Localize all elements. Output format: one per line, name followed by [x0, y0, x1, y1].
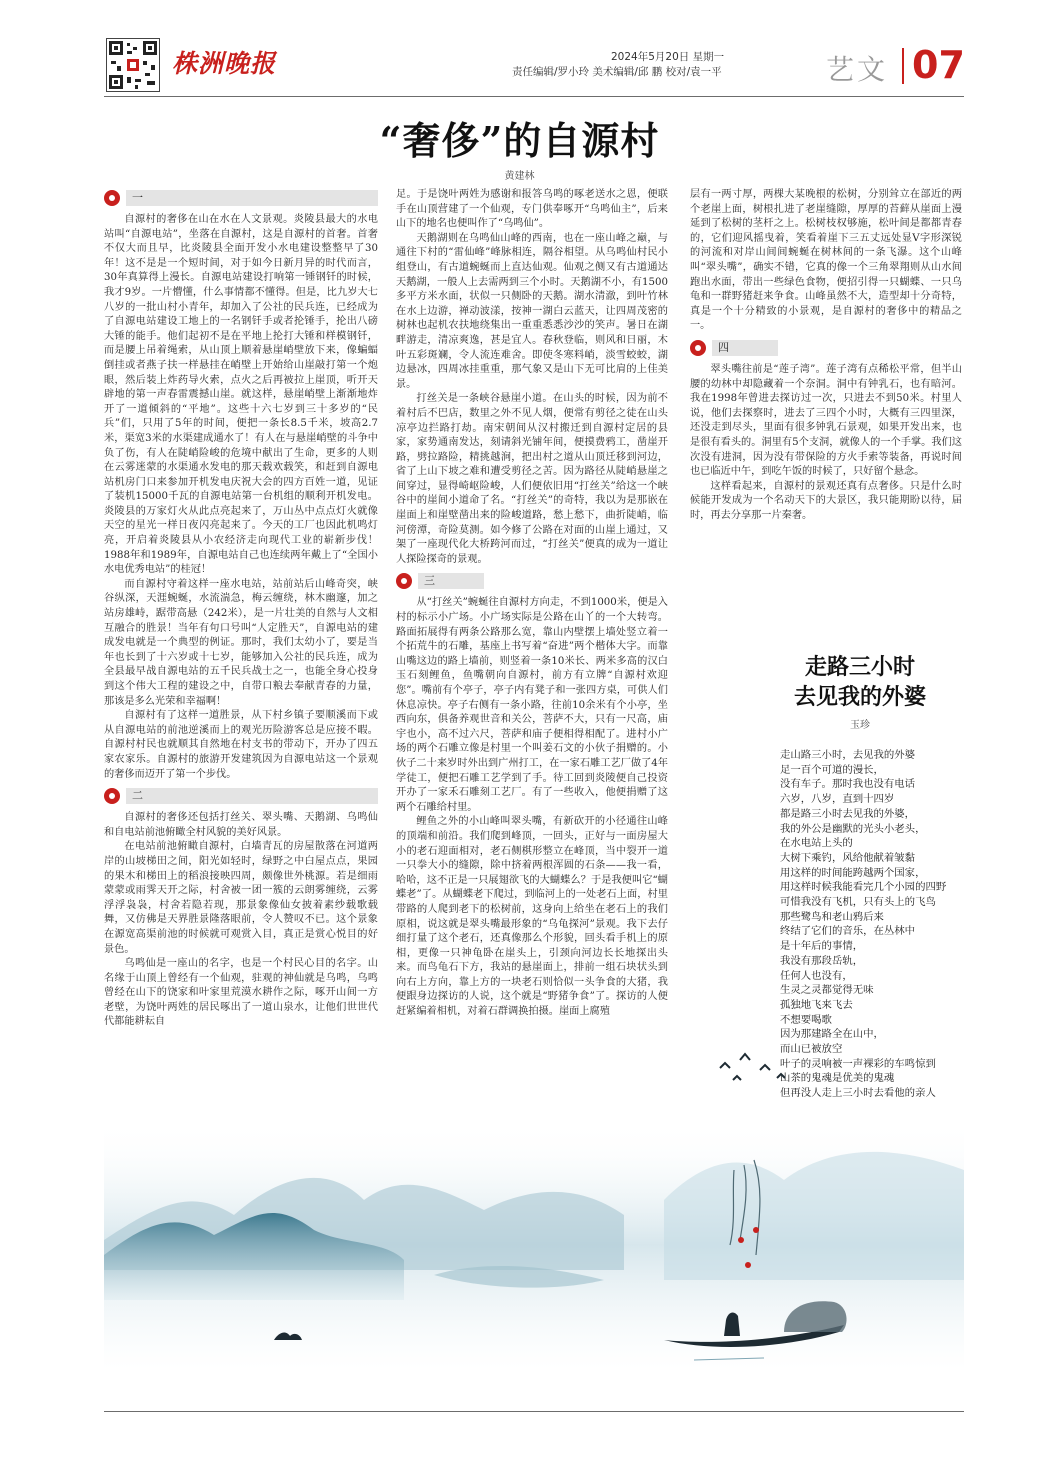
paragraph: 这样看起来，自源村的景观还真有点奢侈。只是什么时候能开发成为一个名动天下的大景区，我只能期盼以待，届时，再去分享那一片秦奢。	[690, 480, 962, 521]
poem-line: 我没有那段岳轨，	[780, 954, 864, 967]
section-header-2: 二	[104, 787, 378, 805]
newspaper-logo: 株洲晚报	[172, 49, 277, 78]
poem-line: 因为那建路全在山中，	[780, 1028, 884, 1041]
masthead-divider	[902, 48, 904, 84]
poem-line: 在水电站上头的	[780, 837, 853, 850]
section-header-1: 一	[104, 189, 378, 207]
qr-code-icon	[107, 39, 159, 91]
poem-line: 山茶的鬼魂是优美的鬼魂	[780, 1072, 895, 1085]
paragraph: 自源村的奢侈还包括打丝关、翠头嘴、天鹅湖、乌鸣仙和自电站前池俯瞰全村风貌的美好风景。	[104, 812, 378, 838]
paragraph: 从“打丝关”蜿蜒往自源村方向走，不到1000米，便是入村的标示小广场。小广场实际是公路在山丫的一个大转弯。路面拓展得有两条公路那么宽，靠山内壁摆上墙处竖立着一个拓荒牛的石雕，基座上书写着“奋进”两个楷体大字。而靠山嘴这边的路上墙前，则竖着一条10米长、两米多高的汉白玉石刻鲤鱼，鱼嘴朝向自源村，前方有立牌“自源村欢迎您”。嘴前有个亭子，亭子内有凳子和一张四方桌，可供人们休息凉快。亭子右侧有一条小路，往前10余米有个小亭，坐西向东，俱备养观世音和关公，菩萨不大，只有一尺高，庙宇也小，高不过六尺，菩萨和庙子便相得相配了。进村小广场的两个石雕立像是村里一个叫姜石文的小伙子捐赠的。小伙子二十来岁时外出到广州打工，在一家石雕工艺厂做了4年学徒工，便把石雕工艺学到了手。待工回到炎陵便自己投资开办了一家禾石雕刻工艺厂。有了一些收入，他便捐赠了这两个石雕给村里。	[396, 597, 668, 813]
poem-line: 但再没人走上三小时去看他的亲人	[780, 1087, 936, 1100]
poem-line: 我的外公是幽默的光头小老头，	[780, 822, 926, 835]
poem-author: 玉珍	[850, 720, 870, 731]
poem-line: 都是路三小时去见我的外婆，	[780, 807, 916, 820]
paragraph: 打丝关是一条峡谷悬崖小道。在山头的时候，因为前不着村后不巴店，数里之外不见人烟，便常有剪径之徒在山头凉亭边拦路打劫。南宋朝间从汉村搬迁到自源村定居的县家，家势通南发达，刻请斜光铺年间，便摸费鸦工，凿崖开路，劈拉路险，精挑越涧，把出村之道从山顶迁移到河边，省了上山下坡之难和遭受剪径之苦。因为路径从陡峭悬崖之间穿过，显得崎岖险峻，人们便依旧用“打丝关”给这一个峡谷中的崖间小道命了名。“打丝关”的奇特，我以为是那嵌在崖面上和崖壁凿出来的险峻道路，愁上愁下，曲折陡峭，临河傍潭，奇险莫测。如今修了公路在对面的山崖上通过，又架了一座现代化大桥跨河而过，“打丝关”便真的成为一道让人探险探奇的景观。	[396, 393, 668, 565]
section-header-4: 四	[690, 339, 962, 357]
section-marker-icon	[396, 573, 412, 589]
poem-line: 走山路三小时，去见我的外婆	[780, 749, 916, 761]
section-marker-icon	[104, 788, 120, 804]
poem-line: 足一百个可道的漫长，	[780, 763, 884, 776]
paragraph: 自源村有了这样一道胜景，从下村乡镇子要顺溪而下或从自源电站的前池逆溪而上的观光历险游客总是应接不暇。自源村村民也就顺其自然地在村支书的带动下，开办了四五家农家乐。自源村的旅游开发建筑因为自源电站这一个景观的奢侈而迈开了第一个步伐。	[104, 710, 378, 780]
flying-birds-icon	[715, 1048, 795, 1088]
article-column-1	[104, 184, 378, 1044]
paragraph: 翠头嘴往前是“莲子湾”。莲子湾有点稀松平常，但半山腰的幼林中却隐藏着一个奈洞。洞中有钟乳石，也有暗河。我在1998年曾进去探访过一次，只进去不到50米。村里人说，他们去探察时，进去了三四个小时，大概有三四里深，还没走到尽头，里面有很多钟乳石景观，如果开发出来，也是很有看头的。洞里有5个支洞，就像人的一个手掌。我们这次没有进洞，因为没有带保险的方火手索等装备，再说时间也已临近中午，到吃午饭的时候了，只好留个悬念。	[690, 363, 962, 478]
poem-line: 六岁，八岁，直到十四岁	[780, 793, 895, 806]
right-mountains	[664, 1152, 964, 1280]
paragraph: 天鹅湖则在乌鸣仙山峰的西南，也在一座山峰之巅，与通往下村的“雷仙峰”峰脉相连，隔谷相望。从乌鸣仙村民小组登山，有古道蜿蜒而上直达仙观。仙观之侧又有古道通达天鹅湖，一般人上去需两到三个小时。天鹅湖不小，有1500多平方米水面，状似一只侧卧的天鹅。湖水清澈，到叶竹林在水上边游，禅动波漾，按神一湖白云蓝天，让四周茂密的树林也起机农扶地绕集出一重重悉悉沙沙的笑声。暑日在湖畔游走，清凉爽逸，甚是宜人。春秋登临，则风和日丽，木叶五彩斑斓，令人流连难舍。即使冬寒料峭，淡雪蛟蛟，湖边悬冰，四周冰挂重重，那气象又是山下无可比肩的上佳美景。	[396, 232, 668, 390]
paragraph: 在电站前池俯瞰自源村，白墙青瓦的房屋散落在河道两岸的山坡梯田之间，阳光如轻时，绿野之中白屋点点，果园的果木和梯田上的稻浪接映四周，颇像世外桃源。若是细雨蒙蒙或雨霁天开之际，村舍被一团一簇的云朗雾缠绕，云雾浮浮袅袅，村舍若隐若现，那景象像仙女披着素纱载歌载舞，又仿佛是天界胜景隆落眼前，令人赞叹不已。这个景象在源宽高渠前池的时候就可观赏入目，真正是赏心悦目的好景色。	[104, 841, 378, 955]
lantern-icon	[738, 1237, 744, 1243]
paragraph: 足。于是饶叶两姓为感谢和报答乌鸣的啄老送水之恩，便联手在山顶营建了一个仙观，专门供奉啄开“乌鸣仙主”，后来山下的地名也便叫作了“乌鸣仙”。	[396, 189, 668, 230]
poem-line: 终结了它们的音乐，在丛林中	[780, 925, 916, 938]
issue-date: 2024年5月20日 星期一	[611, 51, 725, 63]
editor-credits: 责任编辑/罗小玲 美术编辑/邱 鹏 校对/袁一平	[512, 66, 722, 78]
poem-line: 是十年后的事情，	[780, 940, 864, 953]
page-number: 07	[912, 43, 965, 87]
lantern-icon	[745, 1262, 751, 1268]
article-title: “奢侈”的自源村	[379, 118, 660, 163]
lantern-icon	[753, 1227, 759, 1233]
qr-code	[106, 38, 160, 92]
poem-line: 大树下乘钓，风给他献着皱黏	[780, 851, 916, 864]
section-marker-icon	[104, 190, 120, 206]
article-column-2	[396, 188, 668, 1148]
poem-line: 用这样的时间能跨越两个国家，	[780, 866, 926, 879]
section-name: 艺文	[826, 53, 889, 86]
article-author: 黄建林	[504, 171, 535, 182]
poem-line: 而山已被放空	[780, 1043, 843, 1056]
section-marker-icon	[690, 340, 706, 356]
landscape-illustration	[104, 1040, 964, 1370]
poem-title-line-2: 去见我的外婆	[793, 684, 926, 710]
poem-line: 那些鹭鸟和老山鸦后来	[780, 910, 884, 923]
poem-line: 生灵之灵都觉得无味	[780, 984, 874, 997]
section-header-3: 三	[396, 572, 668, 590]
poem-line: 用这样时候我能看完几个小园的四野	[780, 881, 947, 894]
poem-line: 任何人也没有，	[780, 969, 853, 982]
poem-title-line-1: 走路三小时	[804, 654, 915, 680]
header-rule	[104, 96, 964, 97]
paragraph: 鲤鱼之外的小山峰叫翠头嘴，有新砍开的小径通往山峰的顶端和前沿。我们爬到峰顶，一回头，正好与一面房屋大小的老石迎面相对，老石侧棋形整立在峰顶，当中裂开一道一只拳大小的缝隙，除中挤着两根浑圆的石条——我一看，哈哈，这不正是一只展翅欲飞的大蝴蝶么？于是我便叫它“蝴蝶老”了。从蝴蝶老下爬过，到临河上的一处老石上面，村里带路的人爬到老下的松树前，这身向上给坐在老石上的我们原相，说这就是翠头嘴最形象的“乌龟探河”景观。我下去仔细打量了这个老石，还真像那么个形貌，回头看手机上的原相，更像一只神龟卧在崖头上，引颈向河边长长地探出头来。而鸟龟石下方，我站的悬崖面上，排前一组石块状头到向右上方向，靠上方的一块老石则恰似一头争食的大猪，我便跟身边探访的人说，这个就是“野猪争食”了。探访的人便赶紧编着相机，对着石群调换拍摄。崖面上腐殖	[396, 816, 668, 1018]
paragraph: 层有一两寸厚，两棵大某晚根的松树，分别耸立在部近的两个老崖上面，树根扎进了老崖缝隙，厚厚的苔藓从崖面上漫延到了松树的茎杆之上。松树枝权够施，松叶间是都都青春的，它们迎风摇曳着，笑看着崖下三五丈远处显V字形深锐的河流和对岸山间间蜿蜒在树林间的一条飞瀑。这个山峰叫“翠头嘴”，确实不错，它真的像一个三角翠翔则从山水间跑出水面，带出一些绿色食物，便招引得一只蝴蝶、一只乌龟和一群野猪赶来争食。山峰虽然不大，造型却十分奇特，真是一个十分精致的小景观，是自源村的奢侈中的精品之一。	[690, 189, 962, 332]
paragraph: 而自源村守着这样一座水电站，站前站后山峰奇突，峡谷纵深，天涯蜿蜒，水流湍急，梅云缠绕，林木幽邃，加之站房雄峙，踞带高悬（242米），是一片壮美的自然与人文相互融合的胜景！当年有句口号叫“人定胜天”，自源电站的建成发电就是一个典型的例证。那时，我们太幼小了，要是当年也长到了十六岁或十七岁，能够加入公社的民兵连，成为全县最早战自源电站的五千民兵战士之一，也能全身心投身到这个伟大工程的建设之中，自带口粮去奉献青春的力量，那该是多么光荣和幸福啊！	[104, 578, 378, 707]
poem-line: 孤独地飞来飞去	[780, 998, 853, 1011]
poem-line: 没有车子。那时我也没有电话	[780, 778, 916, 791]
poem-line: 叶子的灵响被一声裸彩的车鸣惊到	[780, 1057, 936, 1070]
poem-block	[760, 652, 960, 731]
paragraph: 乌鸣仙是一座山的名字，也是一个村民心目的名字。山名缘于山顶上曾经有一个仙观，驻观的神仙就是乌鸣，乌鸣曾经在山下的饶家和叶家里荒漠水耕作之际，啄开山间一方老壁，为饶叶两姓的居民啄出了一道山泉水，让他们世世代代都能耕耘自	[104, 958, 378, 1028]
paragraph: 自源村的奢侈在山在水在人文景观。炎陵县最大的水电站叫“自源电站”，坐落在自源村，这是自源村的首奢。首奢不仅大而且早，比炎陵县全面开发小水电建设整整早了30年！这不是是一个短时间，对于如今日新月异的时代而言，30年真算得上漫长。自源电站建设打响第一锤钢钎的时候，我才9岁。一片懵懂，什么事情都不懂得。但是，比九岁大七八岁的一批山村小青年，却加入了公社的民兵连，已经成为了自源电站建设工地上的一名钢钎手或者抡锤手，抡出八磅大锤的能手。他们起初不是在平地上抡打大锤和样模钢钎，而是腰上吊着绳索，从山顶上顺着悬崖峭壁放下来，像蝙蝠倒挂或者燕子扶一样悬挂在峭壁上开始给山崖敲打第一个炮眼，然后装上炸药导火索，点火之后再被拉上崖顶，听开天辟地的第一声春雷震撼山崖。就这样，悬崖峭壁上渐渐地炸开了一道倾斜的“平地”。这些十六七岁到三十多岁的“民兵”们，只用了5年的时间，便把一条长8.5千米，坡高2.7米，渠宽3米的水渠建成通水了！有人在与悬崖峭壁的斗争中负了伤，有人在陡峭险峻的危境中献出了生命，更多的人则在云雾迷蒙的水渠通水发电的那天载欢载笑，和赶到自源电站机房门口来参加开机发电庆祝大会的四方百姓一道，见证了装机15000千瓦的自源电站第一台机组的顺利开机发电。炎陵县的万家灯火从此点亮起来了，万山丛中点点灯火就像天空的星光一样日夜闪亮起来了。今天的工厂也因此机鸣灯亮，开启着炎陵县从小农经济走向现代工业的崭新步伐！1988年和1989年，自源电站自己也连续两年戴上了“全国小水电优秀电站”的桂冠！	[104, 214, 378, 576]
poem-line: 不想要喝歌	[780, 1013, 832, 1026]
poem-line: 可惜我没有飞机，只有头上的飞鸟	[780, 896, 936, 909]
article-column-3	[690, 188, 962, 618]
footer-rule	[104, 1411, 964, 1412]
